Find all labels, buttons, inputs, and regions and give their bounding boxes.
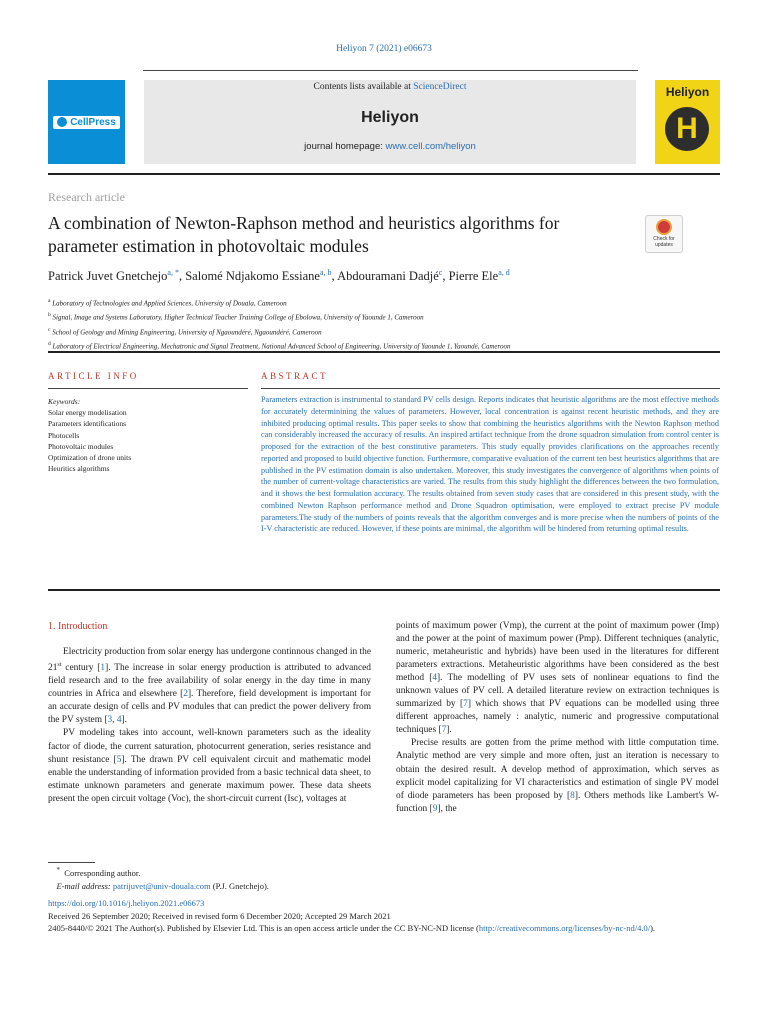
text-run: ] which shows that PV equations can be modelled using three different approaches, namely : analytic, numeric and progressive computational techniques [ (396, 699, 719, 736)
footnote-mark: * (56, 866, 61, 874)
author-sep: , (178, 269, 186, 284)
text-run: Electricity production from solar energy has undergone continnous changed in the 21 (48, 647, 371, 674)
email-link[interactable]: patrijuvet@univ-douala.com (112, 880, 211, 891)
abstract-divider (48, 589, 720, 591)
journal-info-panel (144, 80, 636, 164)
affiliation-item (48, 309, 720, 323)
article-title: A combination of Newton-Raphson method and heuristics algorithms for parameter estimation in photovoltaic modules (48, 213, 560, 256)
journal-banner (48, 80, 720, 164)
cellpress-mark-icon (57, 117, 67, 127)
email-owner: (P.J. Gnetchejo). (210, 880, 269, 891)
citation-link[interactable]: 8 (570, 790, 575, 801)
affiliation-list (48, 295, 720, 352)
author-list (48, 268, 720, 284)
paragraph (48, 646, 371, 727)
homepage-prefix: journal homepage: (304, 141, 386, 152)
citation-link[interactable]: 1 (100, 663, 106, 674)
article-type: Research article (48, 190, 125, 204)
text-run: ]. The drawn PV cell equivalent circuit and mathematic model enable the understanding of information provided from a basic technical data sheet, to estimate unknown parameters and generate maximum power. These data sheets present the open circuit voltage (Voc), the short-circuit current (Isc), voltages at (48, 754, 371, 804)
text-run: ]. Others methods like Lambert's W-function [ (396, 790, 719, 814)
affiliation-mark: d (48, 340, 51, 347)
text-run: PV modeling takes into account, well-known parameters such as the ideality factor of diode, the current saturation, photocurrent generation, series resistance and shunt resistance [ (48, 728, 371, 765)
citation-link[interactable]: 3 (107, 715, 113, 726)
keyword-item: Parameters identifications (48, 419, 127, 429)
top-divider (143, 70, 638, 71)
body-column-left (48, 620, 371, 806)
keyword-item: Heuritics algorithms (48, 464, 110, 474)
cellpress-label: CellPress (70, 116, 116, 128)
contents-line (144, 81, 636, 93)
section-title-introduction: 1. Introduction (48, 621, 108, 632)
citation-link[interactable]: 7 (441, 725, 447, 736)
text-run: century [ (61, 663, 101, 674)
affiliation-text: Laboratory of Electrical Engineering, Mechatronic and Signal Treatment, National Advanced School of Engineering, University of Yaounde 1, Yaoundé, Cameroon (52, 342, 511, 351)
citation-link[interactable]: 7 (463, 699, 468, 710)
banner-divider (48, 173, 720, 175)
text-run: ]. (446, 725, 452, 736)
paragraph (396, 737, 719, 815)
affiliation-mark: c (48, 326, 51, 333)
paragraph (396, 620, 719, 737)
corresponding-author-note (48, 864, 269, 880)
affiliation-mark: a (48, 298, 51, 304)
affiliation-item (48, 324, 720, 338)
text-run: ]. The increase in solar energy production is attributed to advanced field research and to the free availability of solar energy in the day time in many countries in Africa and elsewhere [ (48, 663, 371, 700)
article-info-rule (48, 388, 248, 389)
abstract-rule (261, 388, 720, 389)
abstract-heading: ABSTRACT (261, 371, 329, 381)
email-label: E-mail address: (56, 880, 111, 891)
affiliation-mark: b (48, 312, 51, 319)
cellpress-logo-panel[interactable] (48, 80, 125, 164)
journal-citation[interactable]: Heliyon 7 (2021) e06673 (336, 44, 432, 54)
check-for-updates-button[interactable] (645, 215, 683, 253)
keyword-item: Photocells (48, 430, 80, 440)
author-name: Pierre Ele (448, 269, 499, 284)
body-column-right (396, 620, 719, 816)
text-run: ], the (437, 803, 457, 814)
author-affil-link[interactable]: c (438, 268, 443, 277)
text-run: ]. (121, 715, 127, 726)
affiliation-item (48, 295, 720, 309)
contents-prefix: Contents lists available at (313, 82, 414, 92)
keywords-label: Keywords: (48, 397, 81, 406)
sciencedirect-link[interactable]: ScienceDirect (413, 82, 467, 92)
footnote-divider (48, 862, 95, 863)
text-run: ]. The modelling of PV uses sets of nonlinear equations to find the unknown values of PV cell. A detailed literature review on extraction techniques is summarized by [ (396, 673, 719, 710)
citation-link[interactable]: 5 (116, 754, 122, 765)
article-dates: Received 26 September 2020; Received in revised form 6 December 2020; Accepted 29 March 2021 (48, 910, 391, 921)
author-sep: , (442, 269, 449, 284)
license-link[interactable]: http://creativecommons.org/licenses/by-nc-nd/4.0/ (478, 923, 651, 933)
author-affil-link[interactable]: a, b (319, 268, 332, 277)
author-name: Salomé Ndjakomo Essiane (185, 269, 320, 284)
keyword-item: Photovoltaic modules (48, 441, 114, 451)
superscript: st (57, 662, 62, 669)
paragraph (48, 727, 371, 805)
license-text-end: ). (650, 923, 656, 933)
homepage-link[interactable]: www.cell.com/heliyon (385, 141, 476, 152)
author-name: Patrick Juvet Gnetchejo (48, 269, 168, 284)
article-info-heading: ARTICLE INFO (48, 371, 139, 381)
article-footer (48, 897, 720, 935)
check-updates-icon (656, 219, 672, 235)
license-text: 2405-8440/© 2021 The Author(s). Published by Elsevier Ltd. This is an open access article under the CC BY-NC-ND license ( (48, 923, 479, 933)
doi-link[interactable]: https://doi.org/10.1016/j.heliyon.2021.e06673 (48, 898, 205, 908)
citation-link[interactable]: 4 (116, 715, 122, 726)
author-affil-link[interactable]: a, d (498, 268, 510, 277)
affiliation-text: Signal, Image and Systems Laboratory, Higher Technical Teacher Training College of Ebolowa, University of Yaounde 1, Cameroon (52, 313, 424, 322)
author-name: Abdouramani Dadjé (337, 269, 439, 284)
header-divider (48, 351, 720, 353)
footnote (48, 864, 269, 893)
author-sep: , (331, 269, 338, 284)
cellpress-logo (53, 116, 120, 129)
citation-link[interactable]: 4 (432, 673, 438, 684)
author-affil-link[interactable]: a, * (167, 268, 179, 277)
keyword-item: Solar energy modelisation (48, 408, 127, 418)
cover-h-icon: H (665, 107, 709, 151)
keywords-block (48, 396, 248, 474)
text-run: ]. Therefore, field development is important for an accurate design of cells and PV modules that can predict the power delivery from the PV system [ (48, 689, 371, 726)
corresponding-label: Corresponding author. (64, 867, 141, 878)
journal-cover[interactable] (655, 80, 720, 164)
affiliation-text: School of Geology and Mining Engineering, University of Ngaoundéré, Ngaoundéré, Cameroon (52, 327, 322, 336)
homepage-line (144, 141, 636, 152)
citation-link[interactable]: 9 (432, 803, 438, 814)
check-updates-label: Check for updates (653, 236, 675, 248)
keyword-item: Optimization of drone units (48, 453, 132, 463)
journal-name: Heliyon (361, 109, 419, 126)
text-run: Precise results are gotten from the prime method with little computation time. Analytic method are very simple and more often, just an iteration is necessary to obtain the desired result. A develop method of approximation, which serves as explicit model capitalizing for VI characteristics and estimation of single PV model of diode parameters has been proposed by [ (396, 738, 719, 801)
citation-link[interactable]: 2 (183, 689, 188, 700)
abstract-text: Parameters extraction is instrumental to standard PV cells design. Reports indicates that heuristic algorithms are the most effective methods for accurately determinining the values of parameters. However, local concentration is against recent heuristic methods, and they are inhibited producing optimal results. This paper seeks to show that combining the heuristics algorithms with the Newton Raphson method can considerably increased the accuracy of results. An inspired artifact technique from the drone squadron simulation from control center is proposed for the extraction of the best constitutive parameters. This study equally provides clarifications on the approaches recently reported and proposed to build objective function. Furthermore, comparative evaluation of the current ten best heuristics algorithms that are published in the PV estimation domain is also undertaken. Moreover, this study investigates the convergence of algorithms when points of the number of current-voltage characteristics are varied. The results from this study highlight the differences between the two formulation, and it shows the best formulation accuracy. The results obtained from seven study cases that are considered in this present study, with the combined Newton Raphson performance method and Drone Squadron optimisation, were employed to extract precise PV module parameters.The study of the numbers of points reveals that the algorithm converges and is more precise when the numbers of points of the I-V characteristic are reduced. However, if these points are minimal, the algorithm will be hindered from returning optimal results. (261, 395, 719, 534)
text-run: points of maximum power (Vmp), the current at the point of maximum power (Imp) and the power at the point of maximum power (Pmp). Different techniques (analytic, numeric, metaheuristic and hybrids) have been used in the literatures for different parameters extractions. Metaheuristic algorithms have been considered as the best method [ (396, 621, 719, 684)
email-line (48, 880, 269, 893)
text-run: , (112, 715, 117, 726)
cover-title: Heliyon (665, 85, 710, 99)
affiliation-text: Laboratory of Technologies and Applied Sciences, University of Douala, Cameroon (52, 299, 287, 308)
license-line (48, 922, 720, 935)
